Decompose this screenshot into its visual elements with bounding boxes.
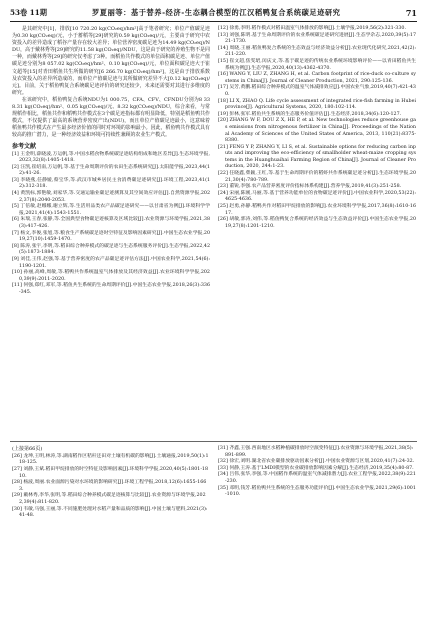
continued-right-column [218,446,416,499]
reference-item: [32] 徐宏,刘明.湖北省农业碳排放驱动因素分析[J].中国农业资源与区划,2020,41(7):24-32. [218,459,415,465]
body-paragraph: 是其研究中[1]，排放[10 720.20 kg(CO₂eq)/hm²]高于笔者研究；单位产值碳足迹为0.30 kg(CO₂eq)/元，小于蓄稻等[29]研究的0.59 kg(CO₂eq)/元，主要由于研究中农资投入的差异造成了稻谷产量存在较大差异；单位营养密度碳足迹为14.49 kg(CO₂eq)/NDU，高于戴林秀等[29]研究的11.58 kg(CO₂eq)/NDU，这是由于研究的养殖生物不是同一种，而戴林秀等[29]的研究仅考虑了3种。而稻鱼共作模式的单位面积碳足迹、单位产值碳足迹分别为8 057.02 kg(CO₂eq)/hm²、0.10 kg(CO₂eq)/元，单位面积碳足迹大于崔文超等[15]对青田稻鱼共生所做的研究[6 266.70 kg(CO₂eq)/hm²]，这是由于排放系数及农资投入的差异所造成的，而单位产值碳足迹与其所做研究差异不大[0.12 kg(CO₂eq)/元]。目前，关于稻鱼鸭复合系统碳足迹评价的研究还较少，未来还需要对其进行多维度的研究。 [12,26,210,96]
reference-item: [22] 任晓鑫,柴颖,王红,等.基于生命周期评价的稻虾共作系统碳足迹分析[J].生态环境学报,2021,30(4):780-789. [218,171,416,183]
reference-item: [7] 杨文,李俊,张旭,等.粮食生产系统碳足迹时空特征及影响因素研究[J].中国生态农业学报,2019,27(10):1459-1470. [12,230,210,243]
reference-item: [11] 何强,郑红,邓军,等.稻鱼共生系统的生命周期评价[J].中国生态农业学报,2018,26(3):336-345. [12,283,210,295]
journal-volume: 53卷 11期 [10,8,47,17]
reference-item: [1] 王金明,薛晓波,万运帆,等.中国水稻食物系统碳足迹结构组成和地区差异[J].生态环境学报,2023,32(8):1405-1418. [12,151,210,164]
references-heading: 参考文献 [12,142,37,150]
reference-item: [4] 黄凯标,郭艳敏,刘家华,等.交通运输业碳足迹测算及其空间效应评估[J].自然资源学报,2022,37(8):2040-2053. [12,191,210,203]
reference-item: [9] 刘佳,王伟,赵强,等.基于营养密度的农产品碳足迹评估方法[J].中国农业科学,2021,54(6):1190-1201. [12,257,210,269]
reference-item: [12] 徐勇,李明.稻作模式对稻田温室气体排放的影响[J].土壤学报,2019,56(2):321-330. [218,26,406,31]
reference-list [12,454,210,520]
reference-item: [31] 齐鑫,王强.西南地区水稻种植碳排放时空演变特征[J].农业资源与环境学报,2021,38(5):891-899. [218,446,414,458]
reference-item: [33] 何静,王涛.基于LMDI模型的农业碳排放影响因素分解[J].生态经济,2019,35(4):80-87. [218,465,414,471]
reference-item: [10] 孙丽,高峰,周敏,等.稻鸭共作系统温室气体排放及其经济效益[J].农业环境科学学报,2020,39(9):2011-2020. [12,270,210,282]
reference-item: [3] 李晓燕,任静媛,蔡宝华,等.武汉市城乡居民主食消费碳足迹研究[J].环境工程,2023,41(12):312-318. [12,177,210,190]
reference-item: [25] 赵勇,孙静.稻鸭共作对稻田甲烷排放的影响[J].农业环境科学学报,2017,36(8):1610-1617. [218,204,416,216]
reference-item: [15] 崔文超,焦雯珺,闵庆文,等.基于碳足迹的传统农业系统环境影响评价——以青田稻鱼共生系统为例[J].生态学报,2020,40(13):4362-4370. [218,58,416,71]
reference-list [218,26,416,230]
running-title: 罗夏丽等：基于替养-经济-生态耦合模型的江汉稻鸭复合系统碳足迹研究 [92,8,341,17]
reference-item: [30] 韦敏,马强,王丽,等.不同施肥处理对水稻产量和品质的影响[J].中国土壤与肥料,2021(3):41-48. [12,506,208,519]
reference-item: [27] 刘静,王斌.稻田甲烷排放的时空特征及影响因素[J].环境科学学报,2020,40(5):1801-1810. [12,466,209,479]
running-header [10,6,417,20]
reference-item: [5] 丁倍敏,赵娜娜,谢立辉,等.生活用品类农产品碳足迹研究——以甘肃省为例[J].环境科学学报,2021,41(4):1543-1551. [12,204,210,216]
section-divider [10,441,417,442]
reference-item: [20] ZHANG W F, DOU Z X, HE P, et al. New technologies reduce greenhouse gas emissions from nitrogenous fertilizer in China[J]. Proceedings of the National Academy of Sciences of the United States of America, 2013, 110(21):8375-8380. [218,118,416,144]
reference-item: [17] 吴芳,黄鹏.稻田综合种养模式的温室气体减排效应[J].中国农业气象,2019,40(7):421-430. [218,85,416,97]
reference-item: [6] 朱瑞,王春,张静,等.全国典型食物碳足迹核算及区域比较[J].农业资源与环境学报,2021,38(3):417-426. [12,217,210,230]
reference-item: [23] 董锐,李强.农产品营养密度评价指标体系构建[J].营养学报,2019,41(3):251-258. [218,184,402,190]
continued-left-column [12,446,210,520]
reference-item: [13] 刘强,陈明.基于生命周期评价的农业系统碳足迹研究进展[J].生态学杂志,2020,39(5):1721-1730. [218,32,416,45]
right-column [218,26,416,230]
reference-item: [26] 胡敏,郭涛,刘伟,等.稻鱼鸭复合系统的经济效益与生态效益评价[J].中国生态农业学报,2019,27(8):1201-1210. [218,217,416,229]
header-rule [10,21,417,22]
reference-list [12,152,210,297]
reference-item: [14] 周晓,王丽.稻鱼鸭复合系统的生态效益与经济效益分析[J].农业现代化研究,2021,42(2):211-220. [218,45,416,58]
reference-item: [18] LI X, ZHAO Q. Life cycle assessment of integrated rice-fish farming in Hubei province[J]. Agricultural Systems, 2020, 180:102-114. [218,98,416,111]
reference-item: [2] 汪凯,崔绍南,万运帆,等.基于生命周期评价的农田生态系统研究[J].太阳能学报,2023,44(12):41-26. [12,164,210,177]
reference-item: [8] 陈涛,张宇,李明,等.稻田综合种养模式的碳足迹与生态系统服务评价[J].生态学报,2022,42(5):1873-1884. [12,243,210,256]
reference-list [218,446,416,499]
continued-heading: (上接第66页) [12,446,43,452]
reference-item: [24] 宋丽,陈刚,马丽,等.基于营养功能单位的食物碳足迹评价[J].中国农业科学,2020,53(22):4625-4636. [218,190,416,203]
reference-item: [34] 吕伟,张华,李强,等.中国稻作系统的温室气体减排潜力[J].农业工程学报,2022,38(9):221-230. [218,472,416,484]
body-paragraph: 在该研究中，稻鱼鸭复合系统NDU为1 000.75，CFA、CFV、CFNDU分别为8 338.31 kg(CO₂eq)/hm²、0.05 kg(CO₂eq)/元、8.32 kg(CO₂eq)/NDU，综合来看，与常规稻作相比，稻鱼共作和稻鸭共作模式在3个碳足迹指标都有明显降低，特别是稻鱼鸭共作模式，不仅提供了最高的系统营养密度产出(NDU)，而且单位产值碳足迹最小，这意味着稻鱼鸭共作模式在产生最多经济价值的同时对环境的影响最小。因此，稻鱼鸭共作模式具有较高的推广潜力，是一种经济效益和环境可持续性兼顾的农业生产模式。 [12,96,210,139]
reference-item: [35] 邓明,钱芳.稻鱼鸭共生系统的生态服务功能评价[J].中国生态农业学报,2021,29(6):1001-1010. [218,485,416,498]
reference-item: [29] 戴林秀,李华,张明,等.稻田综合种养模式碳足迹核算与比较[J].农业资源与环境学报,2022,39(4):811-820. [12,493,206,505]
reference-item: [26] 龙坤,王明,林涛,等.湖南稻作区秸秆还田对土壤有机碳的影响[J].土壤通报,2019,50(1):118-125. [12,453,209,466]
reference-item: [19] 彭林,张军.稻鱼共生系统的生态服务价值评估[J].生态经济,2018,34(6):120-127. [218,111,402,117]
left-column [12,26,210,297]
page-number: 71 [405,8,417,18]
reference-item: [16] WANG Y, LIU Z, ZHANG H, et al. Carbon footprint of rice-duck co-culture systems in China[J]. Journal of Cleaner Production, 2021, 290:125-136. [218,72,416,84]
reference-item: [28] 杨波,周丽.农业面源污染对水环境的影响研究[J].环境工程学报,2018,12(6):1655-1663. [12,480,207,492]
reference-item: [21] FENG Y P, ZHANG Y, LI S, et al. Sustainable options for reducing carbon inputs and improving the eco-efficiency of smallholder wheat-maize cropping systems in the Huanghuaihai Farming Region of China[J]. Journal of Cleaner Production, 2020, 244:1-23. [218,144,416,170]
